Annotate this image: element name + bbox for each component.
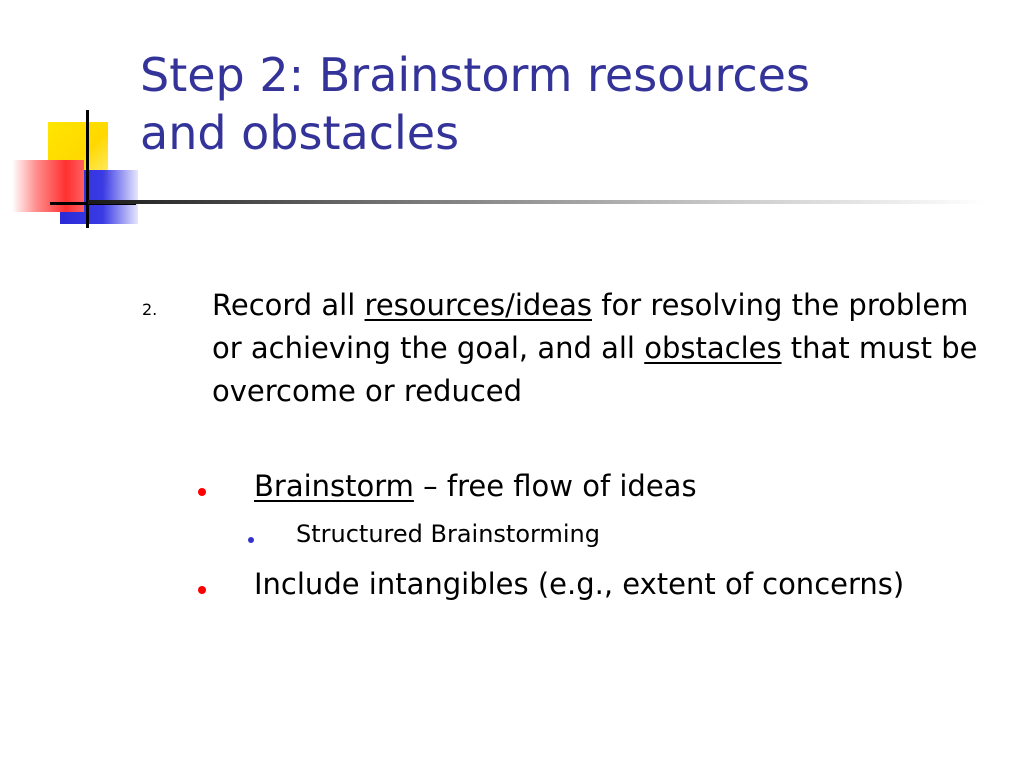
slide-title xyxy=(140,46,1000,162)
sub-item-brainstorm xyxy=(254,465,974,508)
item-text-part3: that must be overcome or reduced xyxy=(212,331,978,408)
item-text-part1: Record all xyxy=(212,288,365,322)
sub-item-brainstorm-rest: – free flow of ideas xyxy=(413,469,697,503)
item-text-part2: for resolving the problem or achieving the goal, and all xyxy=(212,288,969,365)
bullet-dot-icon xyxy=(248,537,254,543)
title-underline-rule xyxy=(88,200,988,204)
item-text-resources-ideas: resources/ideas xyxy=(364,288,593,322)
item-text-obstacles: obstacles xyxy=(644,331,782,365)
sub-sub-item-structured: Structured Brainstorming xyxy=(296,520,600,548)
list-number: 2. xyxy=(142,300,158,319)
bullet-dot-icon xyxy=(198,488,206,496)
title-line-1: Step 2: Brainstorm resources xyxy=(140,48,810,102)
logo-decoration xyxy=(0,0,150,240)
bullet-dot-icon xyxy=(198,586,206,594)
sub-item-brainstorm-term: Brainstorm xyxy=(254,469,414,503)
list-item-main xyxy=(212,284,982,413)
vertical-line-decoration xyxy=(86,110,89,228)
sub-item-intangibles: Include intangibles (e.g., extent of concerns) xyxy=(254,567,905,601)
title-line-2: and obstacles xyxy=(140,106,460,160)
